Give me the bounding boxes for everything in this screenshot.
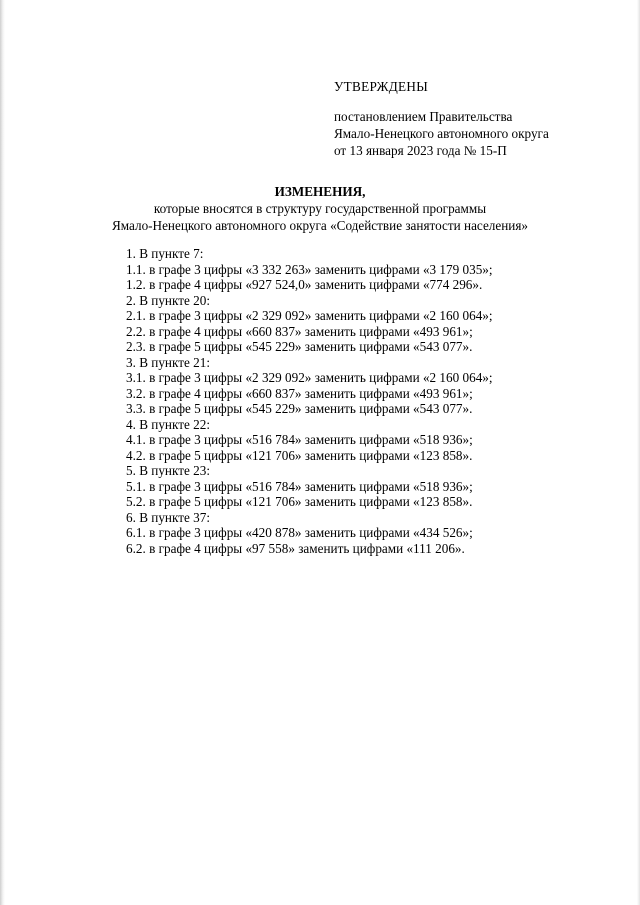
list-item: 1.2. в графе 4 цифры «927 524,0» заменить цифрами «774 296». bbox=[126, 277, 483, 292]
list-item: 5.1. в графе 3 цифры «516 784» заменить цифрами «518 936»; bbox=[126, 478, 473, 494]
list-item: 3.2. в графе 4 цифры «660 837» заменить цифрами «493 961»; bbox=[126, 385, 473, 401]
list-item: 1. В пункте 7: bbox=[126, 246, 204, 261]
list-item: 2.3. в графе 5 цифры «545 229» заменить цифрами «543 077». bbox=[126, 339, 473, 354]
list-item: 4. В пункте 22: bbox=[126, 416, 210, 432]
list-item: 4.2. в графе 5 цифры «121 706» заменить цифрами «123 858». bbox=[126, 447, 473, 463]
heading-title: ИЗМЕНЕНИЯ, bbox=[274, 184, 366, 199]
list-item: 6. В пункте 37: bbox=[126, 509, 210, 525]
list-item: 2.1. в графе 3 цифры «2 329 092» заменить цифрами «2 160 064»; bbox=[126, 308, 493, 323]
page-edge-shadow bbox=[0, 0, 5, 905]
list-item: 3.1. в графе 3 цифры «2 329 092» заменить цифрами «2 160 064»; bbox=[126, 370, 493, 385]
list-item: 3.3. в графе 5 цифры «545 229» заменить цифрами «543 077». bbox=[126, 401, 473, 416]
list-item: 5.2. в графе 5 цифры «121 706» заменить цифрами «123 858». bbox=[126, 494, 473, 509]
heading-subtitle-line: которые вносятся в структуру государственной программы bbox=[153, 201, 487, 216]
list-item: 3. В пункте 21: bbox=[126, 354, 210, 370]
approval-line: Ямало-Ненецкого автономного округа bbox=[334, 126, 549, 141]
approval-title: УТВЕРЖДЕНЫ bbox=[334, 79, 429, 94]
approval-line: постановлением Правительства bbox=[334, 109, 513, 124]
list-item: 5. В пункте 23: bbox=[126, 463, 210, 478]
list-item: 6.2. в графе 4 цифры «97 558» заменить цифрами «111 206». bbox=[126, 540, 465, 556]
approval-line: от 13 января 2023 года № 15-П bbox=[334, 143, 507, 158]
changes-list bbox=[126, 246, 493, 556]
approval-stamp-block bbox=[334, 78, 549, 159]
list-item: 2.2. в графе 4 цифры «660 837» заменить цифрами «493 961»; bbox=[126, 323, 473, 339]
heading-subtitle-line: Ямало-Ненецкого автономного округа «Содействие занятости населения» bbox=[111, 218, 529, 233]
list-item: 2. В пункте 20: bbox=[126, 292, 210, 308]
list-item: 4.1. в графе 3 цифры «516 784» заменить цифрами «518 936»; bbox=[126, 432, 473, 447]
list-item: 1.1. в графе 3 цифры «3 332 263» заменить цифрами «3 179 035»; bbox=[126, 261, 493, 277]
list-item: 6.1. в графе 3 цифры «420 878» заменить цифрами «434 526»; bbox=[126, 525, 473, 540]
document-heading bbox=[0, 183, 640, 234]
